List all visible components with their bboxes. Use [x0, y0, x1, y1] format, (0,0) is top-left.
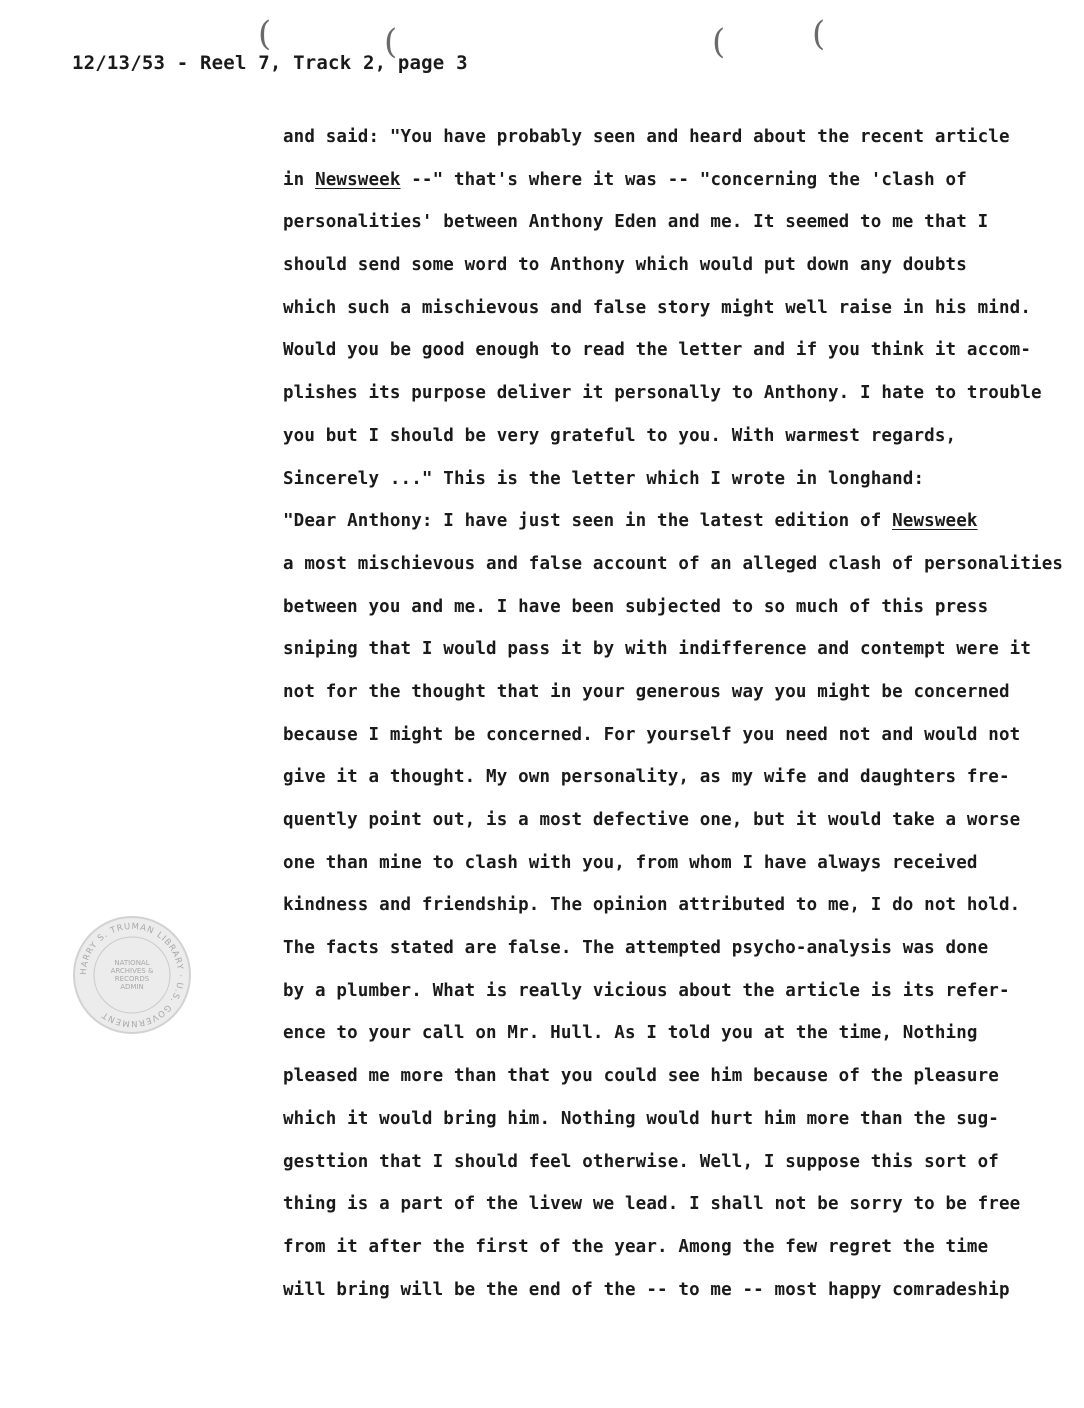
text-line: [283, 1141, 1043, 1184]
margin-mark: (: [258, 14, 272, 54]
text-segment: will bring will be the end of the -- to me -- most happy comradeship: [283, 1279, 1010, 1300]
text-segment: you but I should be very grateful to you. With warmest regards,: [283, 425, 957, 446]
text-line: [283, 329, 1043, 372]
text-line: [283, 287, 1043, 330]
text-line: [283, 500, 1043, 543]
text-line: [283, 1183, 1043, 1226]
text-segment: quently point out, is a most defective one, but it would take a worse: [283, 810, 1021, 830]
text-segment: plishes its purpose deliver it personally to Anthony. I hate to trouble: [283, 383, 1042, 404]
library-seal-stamp: [70, 913, 194, 1037]
text-line: [283, 927, 1043, 970]
underlined-title: Newsweek: [315, 169, 401, 190]
text-segment: from it after the first of the year. Among the few regret the time: [283, 1236, 989, 1257]
text-segment: because I might be concerned. For yourself you need not and would not: [283, 724, 1021, 745]
text-segment: sniping that I would pass it by with indifference and contempt were it: [283, 639, 1032, 660]
text-segment: by a plumber. What is really vicious about the article is its refer-: [283, 980, 1010, 1001]
text-segment: a most mischievous and false account of an alleged clash of personalities: [283, 553, 1064, 574]
text-segment: gesttion that I should feel otherwise. Well, I suppose this sort of: [283, 1151, 999, 1172]
text-line: [283, 415, 1043, 458]
underlined-title: Newsweek: [892, 511, 978, 532]
text-segment: thing is a part of the livew we lead. I shall not be sorry to be free: [283, 1194, 1021, 1215]
text-line: [283, 372, 1043, 415]
text-segment: --" that's where it was -- "concerning the 'clash of: [400, 169, 967, 190]
text-segment: kindness and friendship. The opinion attributed to me, I do not hold.: [283, 895, 1021, 916]
text-line: [283, 714, 1043, 757]
text-line: [283, 586, 1043, 629]
text-segment: in: [283, 169, 316, 190]
text-segment: which such a mischievous and false story might well raise in his mind.: [283, 297, 1032, 318]
text-line: [283, 1055, 1043, 1098]
page-header: 12/13/53 - Reel 7, Track 2, page 3: [72, 52, 468, 74]
text-line: [283, 1226, 1043, 1269]
text-line: [283, 543, 1064, 586]
text-segment: The facts stated are false. The attempted psycho-analysis was done: [283, 938, 989, 959]
text-line: [283, 116, 1043, 159]
stamp-center-text: ARCHIVES &: [110, 967, 154, 975]
text-segment: Would you be good enough to read the letter and if you think it accom-: [283, 340, 1032, 361]
text-segment: personalities' between Anthony Eden and me. It seemed to me that I: [283, 212, 989, 233]
text-segment: between you and me. I have been subjected to so much of this press: [283, 596, 989, 617]
text-segment: which it would bring him. Nothing would hurt him more than the sug-: [283, 1108, 999, 1129]
stamp-center-text: RECORDS: [114, 975, 150, 983]
stamp-ring-text: HARRY S. TRUMAN LIBRARY · U.S. GOVERNMENT: [78, 921, 186, 1029]
margin-mark: (: [384, 22, 398, 62]
stamp-center-text: NATIONAL: [114, 959, 150, 967]
text-segment: Sincerely ..." This is the letter which I wrote in longhand:: [283, 468, 925, 489]
text-segment: give it a thought. My own personality, as my wife and daughters fre-: [283, 767, 1010, 788]
text-line: [283, 244, 1043, 287]
text-line: [283, 458, 1043, 501]
text-line: [283, 799, 1043, 842]
text-segment: pleased me more than that you could see him because of the pleasure: [283, 1066, 999, 1087]
text-segment: ence to your call on Mr. Hull. As I told you at the time, Nothing: [283, 1023, 978, 1044]
margin-mark: (: [712, 22, 726, 62]
text-line: [283, 1269, 1043, 1312]
text-segment: not for the thought that in your generous way you might be concerned: [283, 681, 1010, 702]
transcript-body: [283, 116, 1064, 1311]
text-line: [283, 756, 1043, 799]
text-line: [283, 884, 1043, 927]
text-line: [283, 1098, 1043, 1141]
margin-mark: (: [812, 14, 826, 54]
text-line: [283, 1012, 1043, 1055]
stamp-center-text: ADMIN: [120, 983, 144, 991]
text-segment: should send some word to Anthony which would put down any doubts: [283, 255, 967, 276]
text-segment: one than mine to clash with you, from whom I have always received: [283, 852, 978, 873]
text-line: [283, 970, 1043, 1013]
text-segment: and said: "You have probably seen and heard about the recent article: [283, 127, 1010, 147]
text-line: [283, 159, 1043, 202]
text-line: [283, 628, 1043, 671]
text-line: [283, 671, 1043, 714]
text-segment: "Dear Anthony: I have just seen in the latest edition of: [283, 511, 893, 532]
text-line: [283, 842, 1043, 885]
text-line: [283, 201, 1043, 244]
